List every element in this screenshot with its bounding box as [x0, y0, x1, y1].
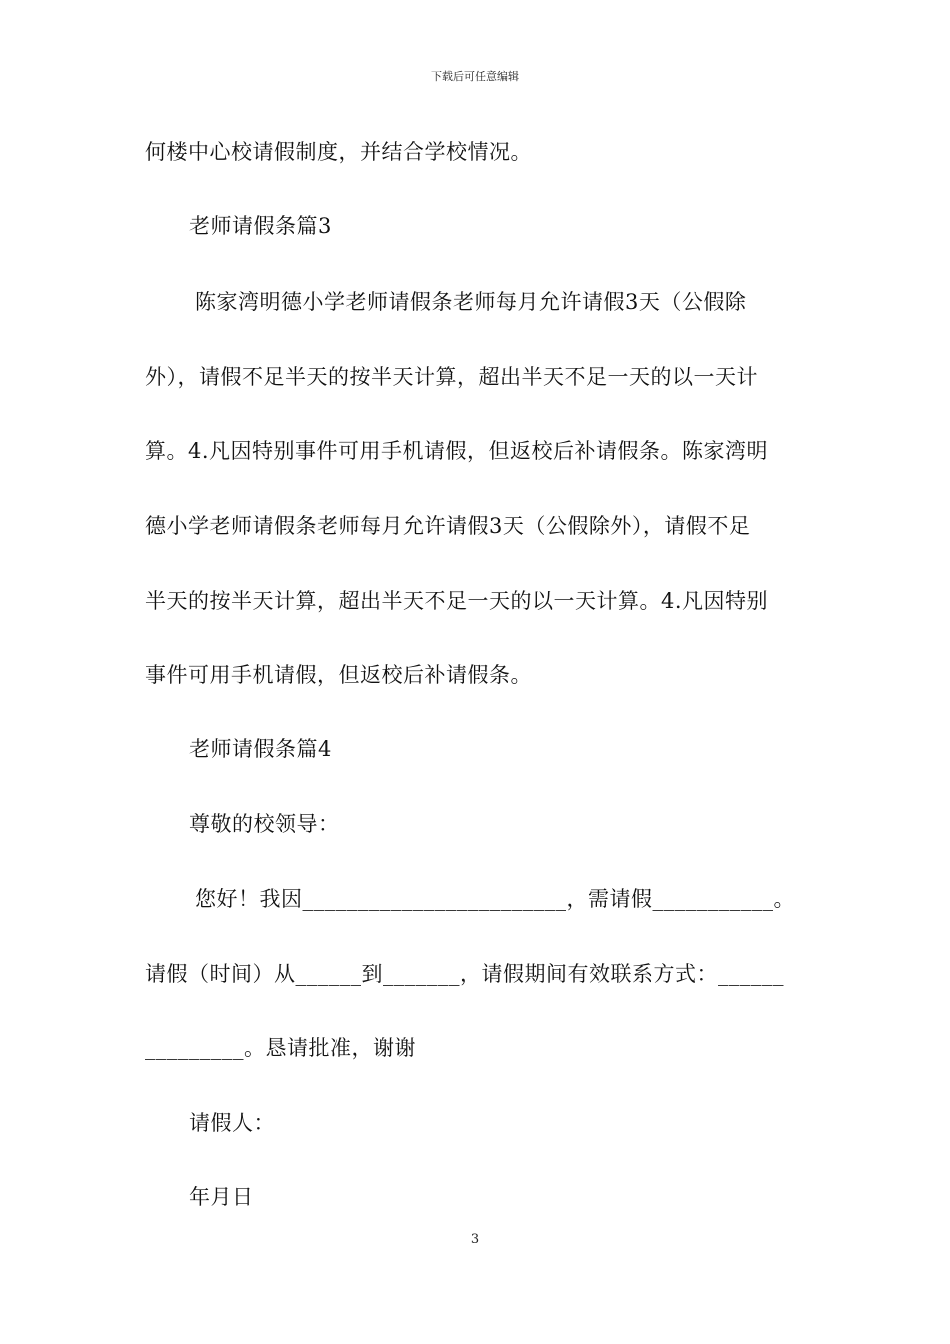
section-heading: 老师请假条篇4 — [189, 737, 332, 761]
page-number: 3 — [470, 1232, 480, 1247]
body-line: 您好！我因________________________，需请假___________。 — [195, 887, 795, 911]
body-line: 德小学老师请假条老师每月允许请假3天（公假除外），请假不足 — [145, 514, 751, 538]
date-label: 年月日 — [189, 1185, 254, 1209]
body-line: _________。恳请批准，谢谢 — [145, 1036, 416, 1060]
body-line: 半天的按半天计算，超出半天不足一天的以一天计算。4.凡因特别 — [145, 589, 769, 613]
body-line: 陈家湾明德小学老师请假条老师每月允许请假3天（公假除 — [195, 290, 747, 314]
body-line: 事件可用手机请假，但返校后补请假条。 — [145, 663, 532, 687]
body-line: 何楼中心校请假制度，并结合学校情况。 — [145, 140, 532, 164]
body-line: 请假（时间）从______到_______，请假期间有效联系方式：______ — [145, 962, 784, 986]
section-heading: 老师请假条篇3 — [189, 214, 332, 238]
body-line: 算。4.凡因特别事件可用手机请假，但返校后补请假条。陈家湾明 — [145, 439, 769, 463]
page-header: 下载后可任意编辑 — [431, 70, 519, 83]
salutation: 尊敬的校领导： — [189, 812, 340, 836]
body-line: 外），请假不足半天的按半天计算，超出半天不足一天的以一天计 — [145, 365, 758, 389]
signature-label: 请假人： — [189, 1111, 275, 1135]
